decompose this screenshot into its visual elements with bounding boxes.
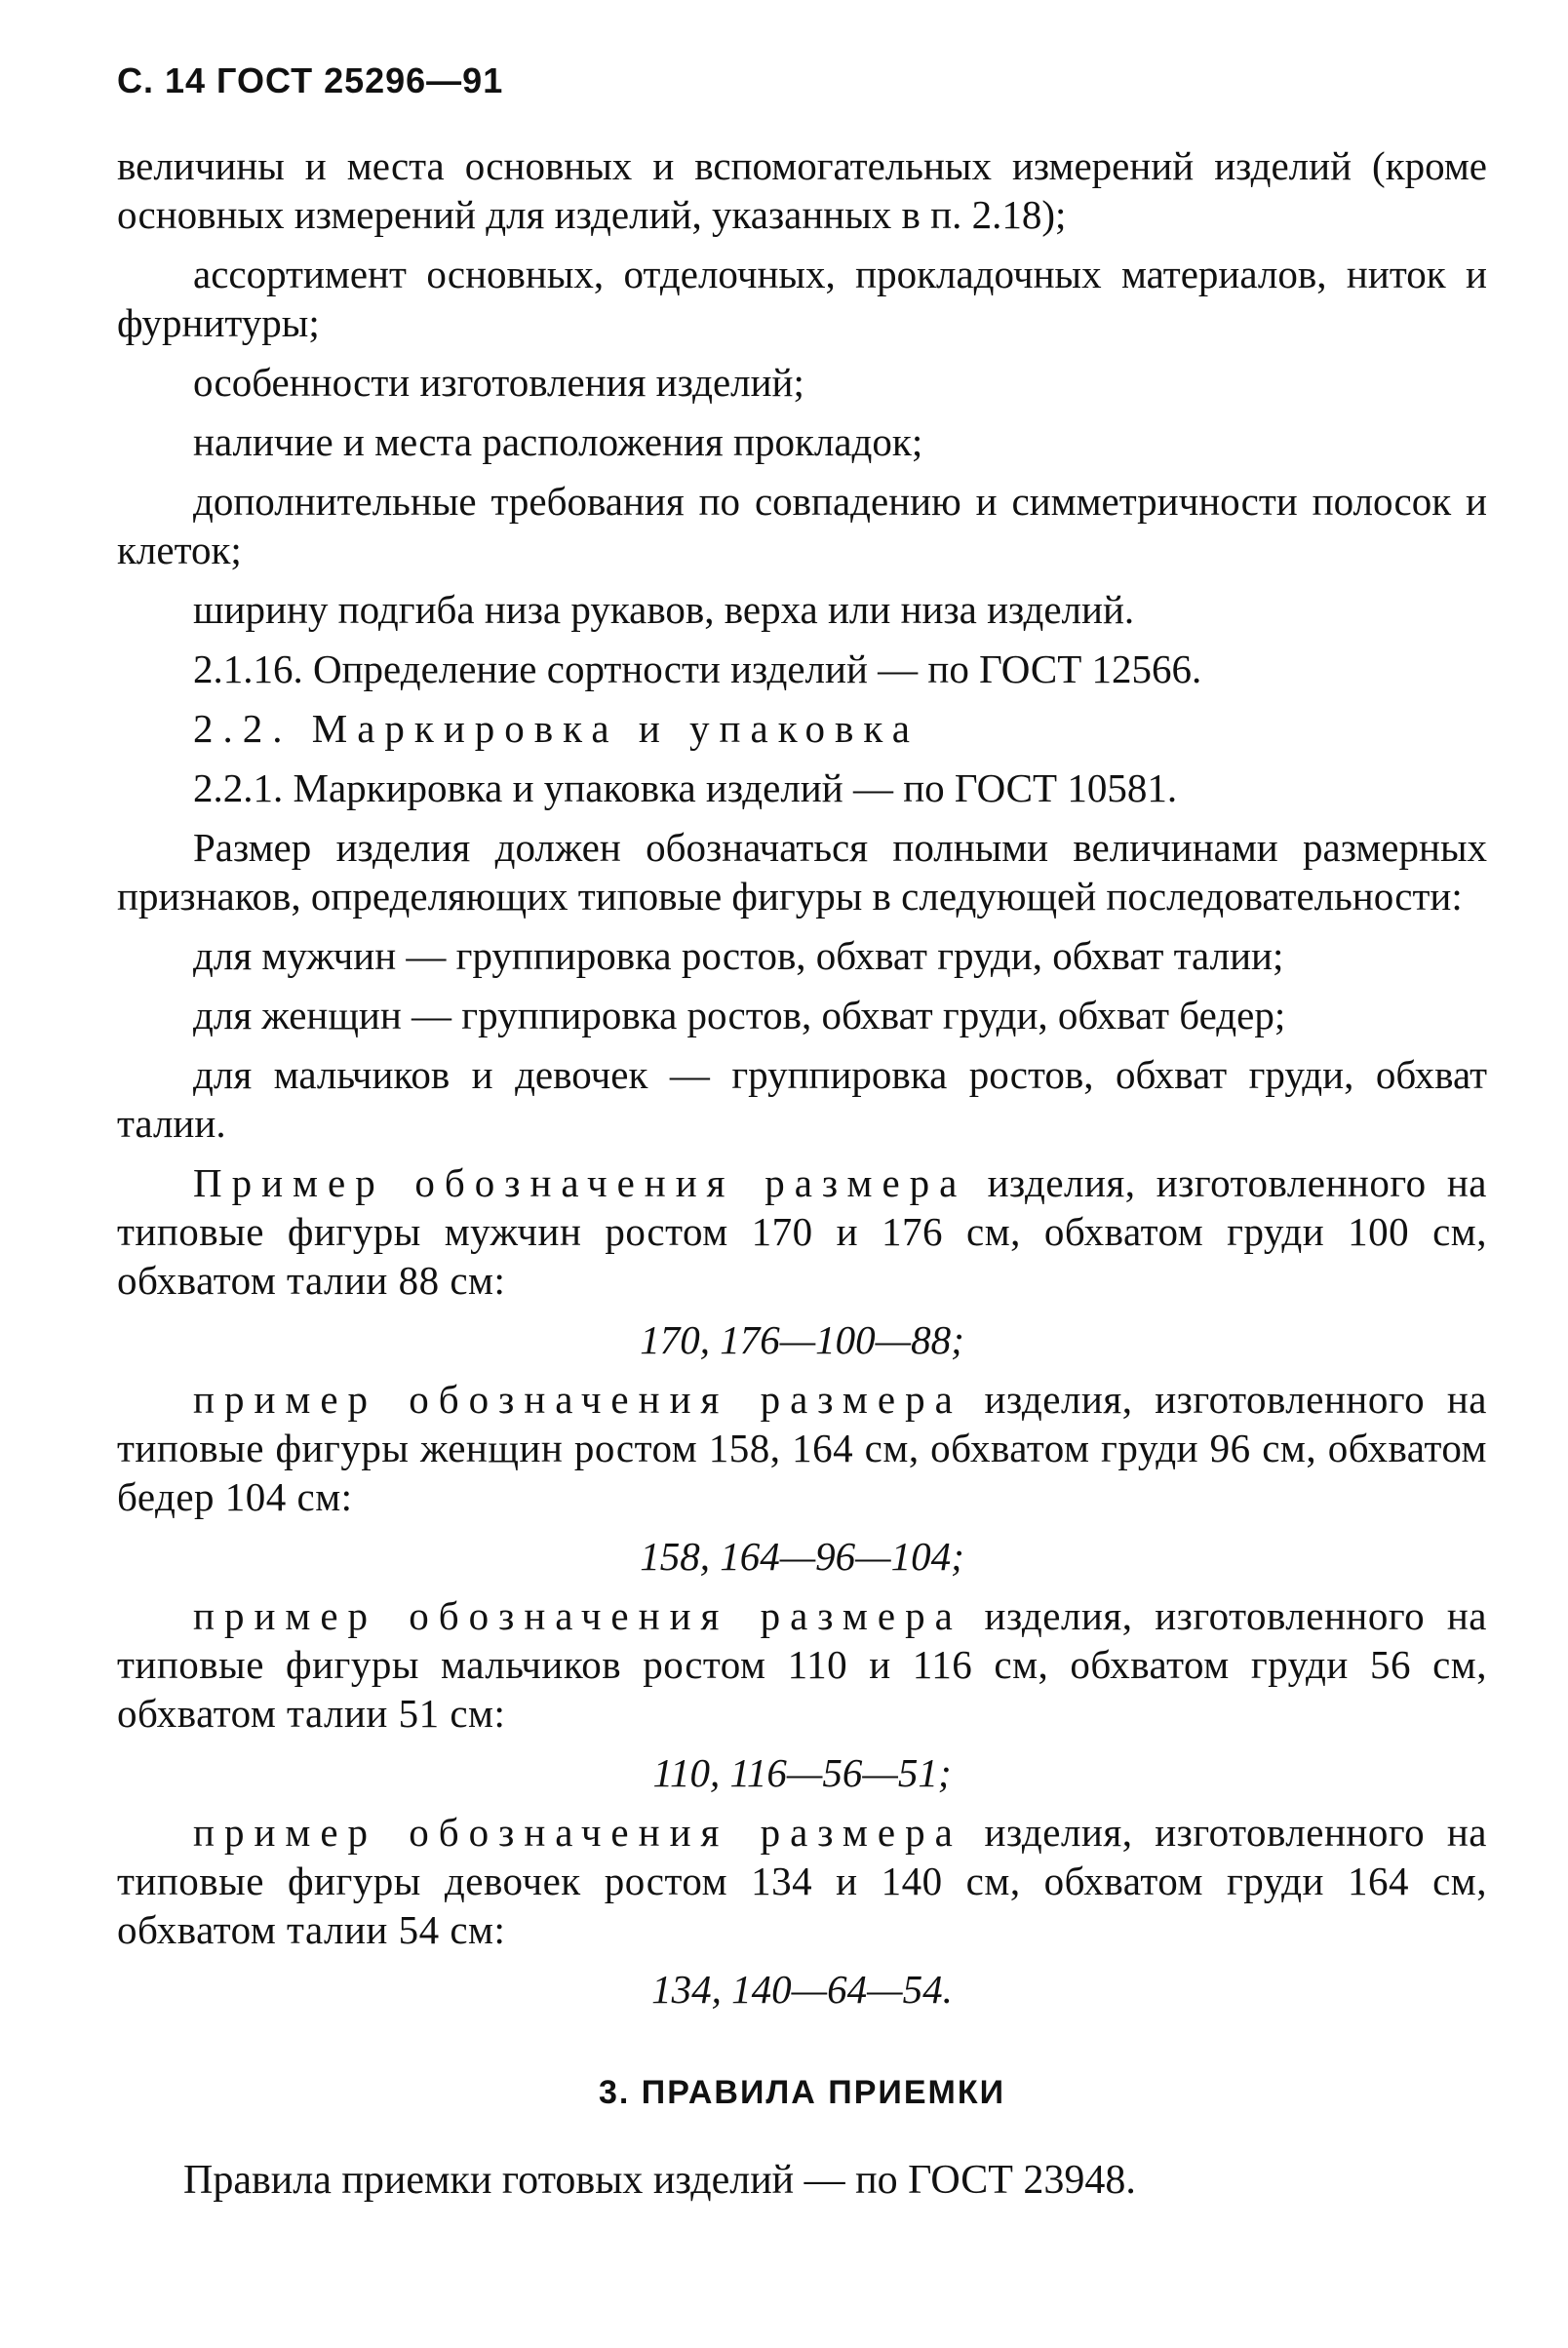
subsection-heading: 2.2. Маркировка и упаковка [193, 706, 920, 751]
page-header: С. 14 ГОСТ 25296—91 [117, 60, 504, 100]
document-body [117, 141, 1487, 2215]
paragraph: дополнительные требования по совпадению и симметричности полосок и клеток; [117, 479, 1487, 572]
section-text: Правила приемки готовых изделий — по ГОСТ 23948. [183, 2158, 1136, 2203]
paragraph: Размер изделия должен обозначаться полными величинами размерных признаков, определяющих типовые фигуры в следующей последовательности: [117, 825, 1487, 919]
example-paragraph [117, 1375, 1487, 1521]
size-formula: 170, 176—100—88; [640, 1317, 964, 1362]
example-text: изделия, изготовленного на типовые фигуры девочек ростом 134 и 140 см, обхватом груди 164 см, обхватом талии 54 см: [117, 1810, 1487, 1952]
paragraph: наличие и места расположения прокладок; [193, 419, 923, 464]
example-text: изделия, изготовленного на типовые фигуры мальчиков ростом 110 и 116 см, обхватом груди 56 см, обхватом талии 51 см: [117, 1593, 1487, 1736]
clause-2-2-1: 2.2.1. Маркировка и упаковка изделий — по ГОСТ 10581. [193, 765, 1178, 810]
example-lead: пример обозначения размера [193, 1593, 962, 1638]
clause-2-1-16: 2.1.16. Определение сортности изделий — по ГОСТ 12566. [193, 646, 1202, 691]
size-formula: 134, 140—64—54. [651, 1967, 953, 2012]
paragraph: величины и места основных и вспомогательных измерений изделий (кроме основных измерений для изделий, указанных в п. 2.18); [117, 143, 1487, 237]
size-formula: 110, 116—56—51; [652, 1750, 952, 1795]
example-text: изделия, изготовленного на типовые фигуры мужчин ростом 170 и 176 см, обхватом груди 100 см, обхватом талии 88 см: [117, 1160, 1488, 1303]
example-text: изделия, изготовленного на типовые фигуры женщин ростом 158, 164 см, обхватом груди 96 см, обхватом бедер 104 см: [117, 1377, 1487, 1519]
paragraph: ширину подгиба низа рукавов, верха или низа изделий. [193, 587, 1135, 632]
example-lead: пример обозначения размера [193, 1377, 962, 1422]
section-title: 3. ПРАВИЛА ПРИЕМКИ [598, 2074, 1006, 2111]
paragraph: особенности изготовления изделий; [193, 360, 804, 405]
paragraph: для мужчин — группировка ростов, обхват груди, обхват талии; [193, 933, 1284, 978]
size-formula: 158, 164—96—104; [640, 1534, 964, 1579]
example-paragraph [117, 1591, 1487, 1738]
example-paragraph [117, 1158, 1487, 1305]
paragraph: для женщин — группировка ростов, обхват груди, обхват бедер; [193, 993, 1286, 1037]
example-lead: Пример обозначения размера [193, 1160, 967, 1205]
example-paragraph [117, 1808, 1487, 1954]
paragraph: для мальчиков и девочек — группировка ростов, обхват груди, обхват талии. [117, 1052, 1487, 1146]
example-lead: пример обозначения размера [193, 1810, 962, 1855]
paragraph: ассортимент основных, отделочных, прокладочных материалов, ниток и фурнитуры; [117, 252, 1487, 345]
